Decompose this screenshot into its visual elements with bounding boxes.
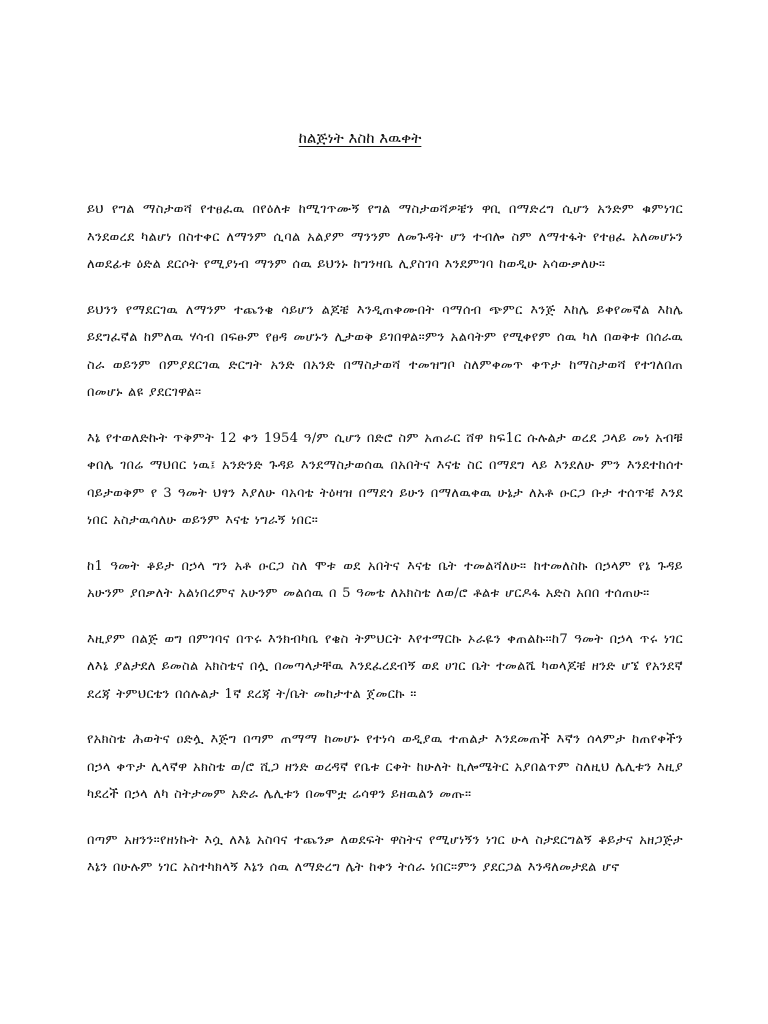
- paragraph-1: ይህ የግል ማስታወሻ የተፀፈዉ በየዕለቱ ከሚገጥሙኝ የግል ማስታወሻዎቼን ዋቢ በማድረግ ሲሆን አንድም ቁምነገር እንደወረደ ካልሆነ በስተቀር ለማንም ሲባል አልያም ማንንም ለመጉዳት ሆን ተብሎ ስም ለማተፋት የተፀፈ አለመሆኑን ለወደፊቱ ዕድል ደርሶት የሚያነብ ማንም ሰዉ ይህንኑ ከግንዛቤ ሊያስገባ እንደምገባ ከወዲሁ አሳውቃለሁ።: [87, 202, 683, 272]
- paragraph-2: ይህንን የማደርገዉ ለማንም ተጨንቄ ሳይሆን ልጆቼ እንዲጠቀሙበት ባማሰብ ጭምር እንጅ እከሌ ይቀየመኛል እከሌ ይደግፈኛል ከምለዉ ሃሳብ በፍፁም የፀዳ መሆኑን ሊታወቅ ይገበዋል።ምን አልባትም የሚቀየም ሰዉ ካለ በወቅቱ በሰራዉ ስራ ወይንም በምያደርገዉ ድርግት አንድ በአንድ በማስታወሻ ተመዝግቦ ስለምቀመጥ ቀጥታ ከማስታወሻ የተገለበጠ በመሆኑ ልዩ ያደርገዋል።: [87, 302, 683, 400]
- document-title-text: ከልጅነት እስከ እዉቀት: [298, 129, 422, 147]
- paragraph-5: እዚያም በልጅ ወግ በምገባና በጥሩ እንክብካቤ የቄስ ትምህርት እየተማርኩ ኦራዬን ቀጠልኩ።ከ7 ዓመት በኃላ ጥሩ ነገር ለእኔ ያልታደለ ይመስል አክስቴና በሏ በመጣላታቸዉ እንደፈረደብኝ ወደ ሀገር ቤት ተመልሼ ካወላጆቼ ዘንድ ሆኜ የአንደኛ ደረጃ ትምህርቴን በሰሉልታ 1ኛ ደረጃ ት/ቤት መከታተል ጀመርኩ ።: [87, 631, 683, 702]
- document-body: [87, 196, 683, 900]
- document-title: [0, 128, 768, 148]
- paragraph-3: እኔ የተወለድኩት ጥቅምት 12 ቀን 1954 ዓ/ም ሲሆን በድሮ ስም አጠራር ሸዋ ክፍ1ር ሱሉልታ ወረደ ጋላይ መነ አብቹ ቀበሌ ገበሬ ማህበር ነዉ፤ አንድንድ ጉዳይ እንደማስታወሰዉ በአበትና እናቴ ስር በማደግ ላይ እንደለሁ ምን እንደተከሰተ ባይታወቅም የ 3 ዓመት ህፃን እያለሁ ባአባቴ ትዕዛዝ በማደጎ ይሁን በማለዉቀዉ ሁኔታ ለአቶ ዑርጋ ቡታ ተሰጥቼ እንደ ነበር አስታዉሳለሁ ወይንም እናቴ ነግራኝ ነበር።: [87, 430, 683, 528]
- paragraph-7: በጣም አዘንን።የዘነኩት እሷ ለእኔ አስባና ተጨንቃ ለወደፍት ዋስትና የሚሆነኝን ነገር ሁላ ስታደርግልኝ ቆይታና አዘጋጅታ እኔን በሁሉም ነገር አስተካክላኝ እኔን ሰዉ ለማድረግ ሌት ከቀን ትሰራ ነበር።ምን ያደርጋል እንዳለመታደል ሆኖ: [87, 832, 683, 875]
- paragraph-4: ከ1 ዓመት ቆይታ በኃላ ግን አቶ ዑርጋ ስለ ሞቱ ወደ አበትና እናቴ ቤት ተመልሻለሁ። ከተመለስኩ በኃላም የኔ ጉዳይ አሁንም ያበቃለት አልነበረምና አሁንም መልሰዉ በ 5 ዓመቴ ለአክስቴ ለወ/ሮ ቶልቱ ሆርዶፋ አድስ አበበ ተሰጠሁ።: [87, 558, 683, 601]
- paragraph-6: የአክስቴ ሕወትና ዐድሏ እጅግ በጣም ጠማማ ከመሆኑ የተነሳ ወዲያዉ ተጠልታ እንደመጠች እኛን ሰላምታ ከጠየቀችን በኃላ ቀጥታ ሊላኛዋ አክስቴ ወ/ሮ ሺጋ ዘንድ ወረዳኛ የቤቱ ርቀት ከሁለት ኪሎሜትር አያበልጥም ስለዚህ ሌሊቱን እዚያ ካደረች በኃላ ለካ ስትታመም አድራ ሌሊቱን በመሞቷ ሬሳዋን ይዘዉልን መጡ።: [87, 732, 683, 802]
